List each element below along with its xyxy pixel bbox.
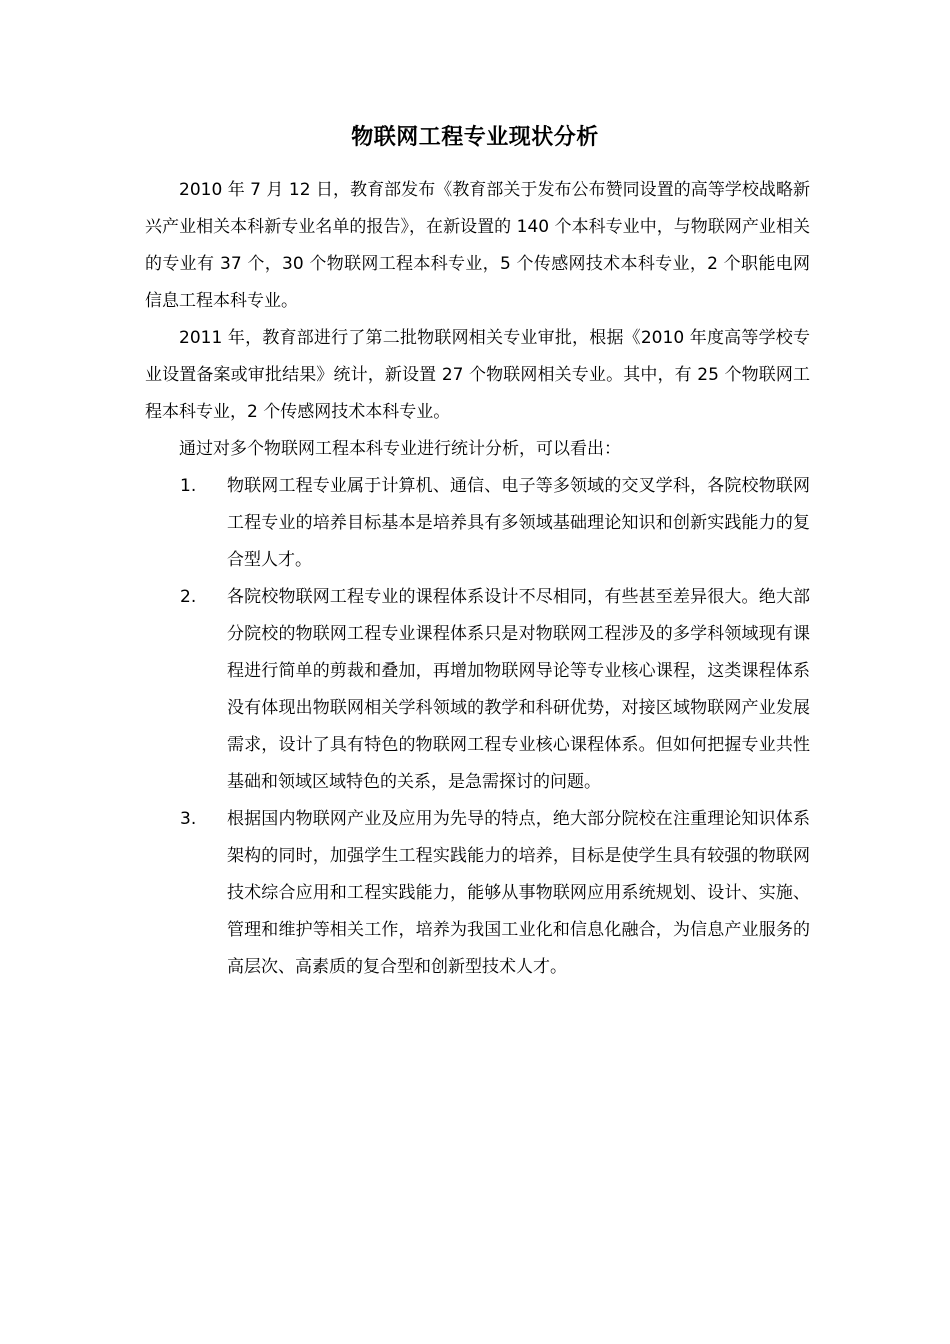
list-item <box>145 801 810 986</box>
list-number: 2. <box>180 587 197 607</box>
document-body <box>145 172 810 986</box>
list-item <box>145 468 810 579</box>
paragraph-2011-approval: 2011 年，教育部进行了第二批物联网相关专业审批，根据《2010 年度高等学校专业设置备案或审批结果》统计，新设置 27 个物联网相关专业。其中，有 25 个物联网工程本科专业，2 个传感网技术本科专业。 <box>145 328 810 422</box>
paragraph-analysis-intro: 通过对多个物联网工程本科专业进行统计分析，可以看出： <box>179 439 621 459</box>
findings-list <box>145 468 810 986</box>
list-number: 3. <box>180 809 197 829</box>
list-item-text: 根据国内物联网产业及应用为先导的特点，绝大部分院校在注重理论知识体系架构的同时，加强学生工程实践能力的培养，目标是使学生具有较强的物联网技术综合应用和工程实践能力，能够从事物联网应用系统规划、设计、实施、管理和维护等相关工作，培养为我国工业化和信息化融合，为信息产业服务的高层次、高素质的复合型和创新型技术人才。 <box>227 809 810 977</box>
list-number: 1. <box>180 476 197 496</box>
list-item-text: 各院校物联网工程专业的课程体系设计不尽相同，有些甚至差异很大。绝大部分院校的物联网工程专业课程体系只是对物联网工程涉及的多学科领域现有课程进行简单的剪裁和叠加，再增加物联网导论等专业核心课程，这类课程体系没有体现出物联网相关学科领域的教学和科研优势，对接区域物联网产业发展需求，设计了具有特色的物联网工程专业核心课程体系。但如何把握专业共性基础和领域区域特色的关系，是急需探讨的问题。 <box>227 587 810 792</box>
list-item-text: 物联网工程专业属于计算机、通信、电子等多领域的交叉学科，各院校物联网工程专业的培养目标基本是培养具有多领域基础理论知识和创新实践能力的复合型人才。 <box>227 476 810 570</box>
document-title: 物联网工程专业现状分析 <box>351 125 599 150</box>
paragraph-2010-new-majors: 2010 年 7 月 12 日，教育部发布《教育部关于发布公布赞同设置的高等学校战略新兴产业相关本科新专业名单的报告》，在新设置的 140 个本科专业中，与物联网产业相关的专业有 37 个，30 个物联网工程本科专业，5 个传感网技术本科专业，2 个职能电网信息工程本科专业。 <box>145 180 810 311</box>
list-item <box>145 579 810 801</box>
